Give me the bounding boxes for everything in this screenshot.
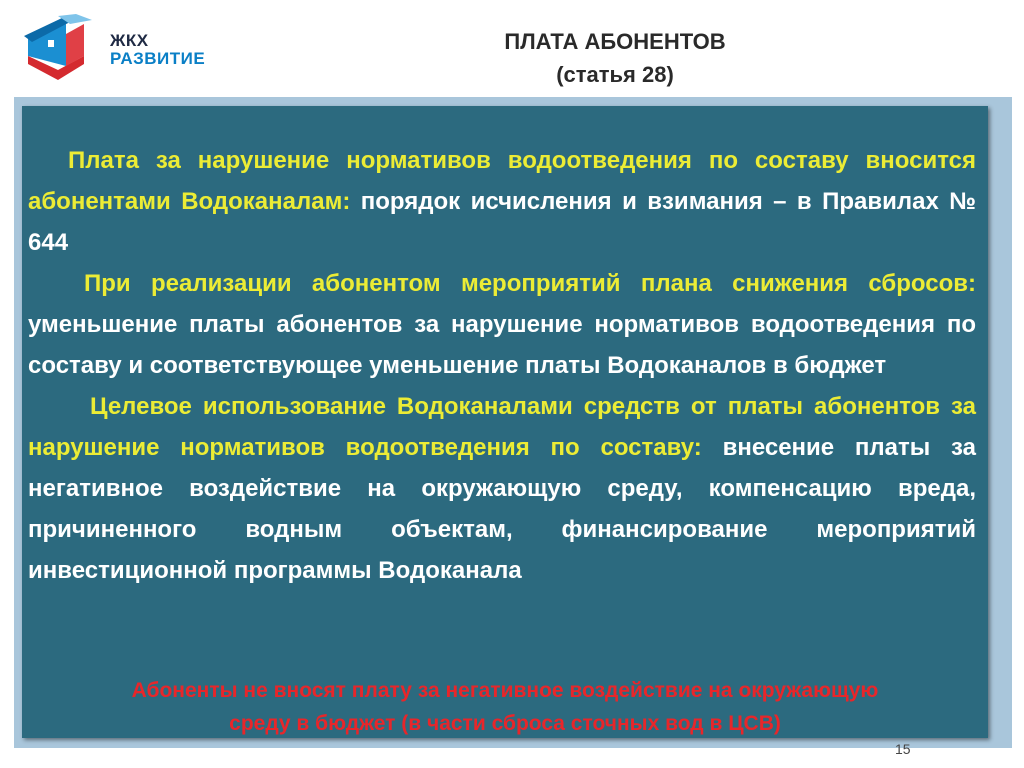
paragraph-1-highlight: Плата за нарушение нормативов водоотведения по составу вносится абонентами Водоканалам: <box>28 147 976 215</box>
logo-line2: РАЗВИТИЕ <box>110 49 206 68</box>
warning-line-2: среду в бюджет (в части сброса сточных вод в ЦСВ) <box>229 712 781 735</box>
paragraph-3-text: внесение платы за негативное воздействие на окружающую среду, компенсацию вреда, причиненного водным объектам, финансирование мероприятий инвестиционной программы Водоканала <box>28 434 976 584</box>
paragraph-3 <box>28 386 976 591</box>
paragraph-2-highlight: При реализации абонентом мероприятий плана снижения сбросов: <box>84 270 976 297</box>
warning-note <box>40 674 970 740</box>
logo <box>22 12 222 82</box>
page-title: ПЛАТА АБОНЕНТОВ <box>504 29 726 54</box>
header <box>390 26 840 92</box>
logo-line1: ЖКХ <box>110 31 149 50</box>
logo-text <box>110 32 205 68</box>
page-subtitle: (статья 28) <box>556 62 674 87</box>
paragraph-2-text: уменьшение платы абонентов за нарушение нормативов водоотведения по составу и соответствующее уменьшение платы Водоканалов в бюджет <box>28 311 976 379</box>
page-number: 15 <box>895 741 911 757</box>
paragraph-2 <box>28 263 976 386</box>
warning-line-1: Абоненты не вносят плату за негативное воздействие на окружающую <box>131 679 879 702</box>
paragraph-3-highlight: Целевое использование Водоканалами средств от платы абонентов за нарушение нормативов водоотведения по составу: <box>28 393 976 461</box>
house-logo-icon <box>22 12 102 82</box>
content-text <box>28 140 976 591</box>
paragraph-1-text: порядок исчисления и взимания – в Правилах № 644 <box>28 188 977 256</box>
paragraph-1 <box>28 140 976 263</box>
